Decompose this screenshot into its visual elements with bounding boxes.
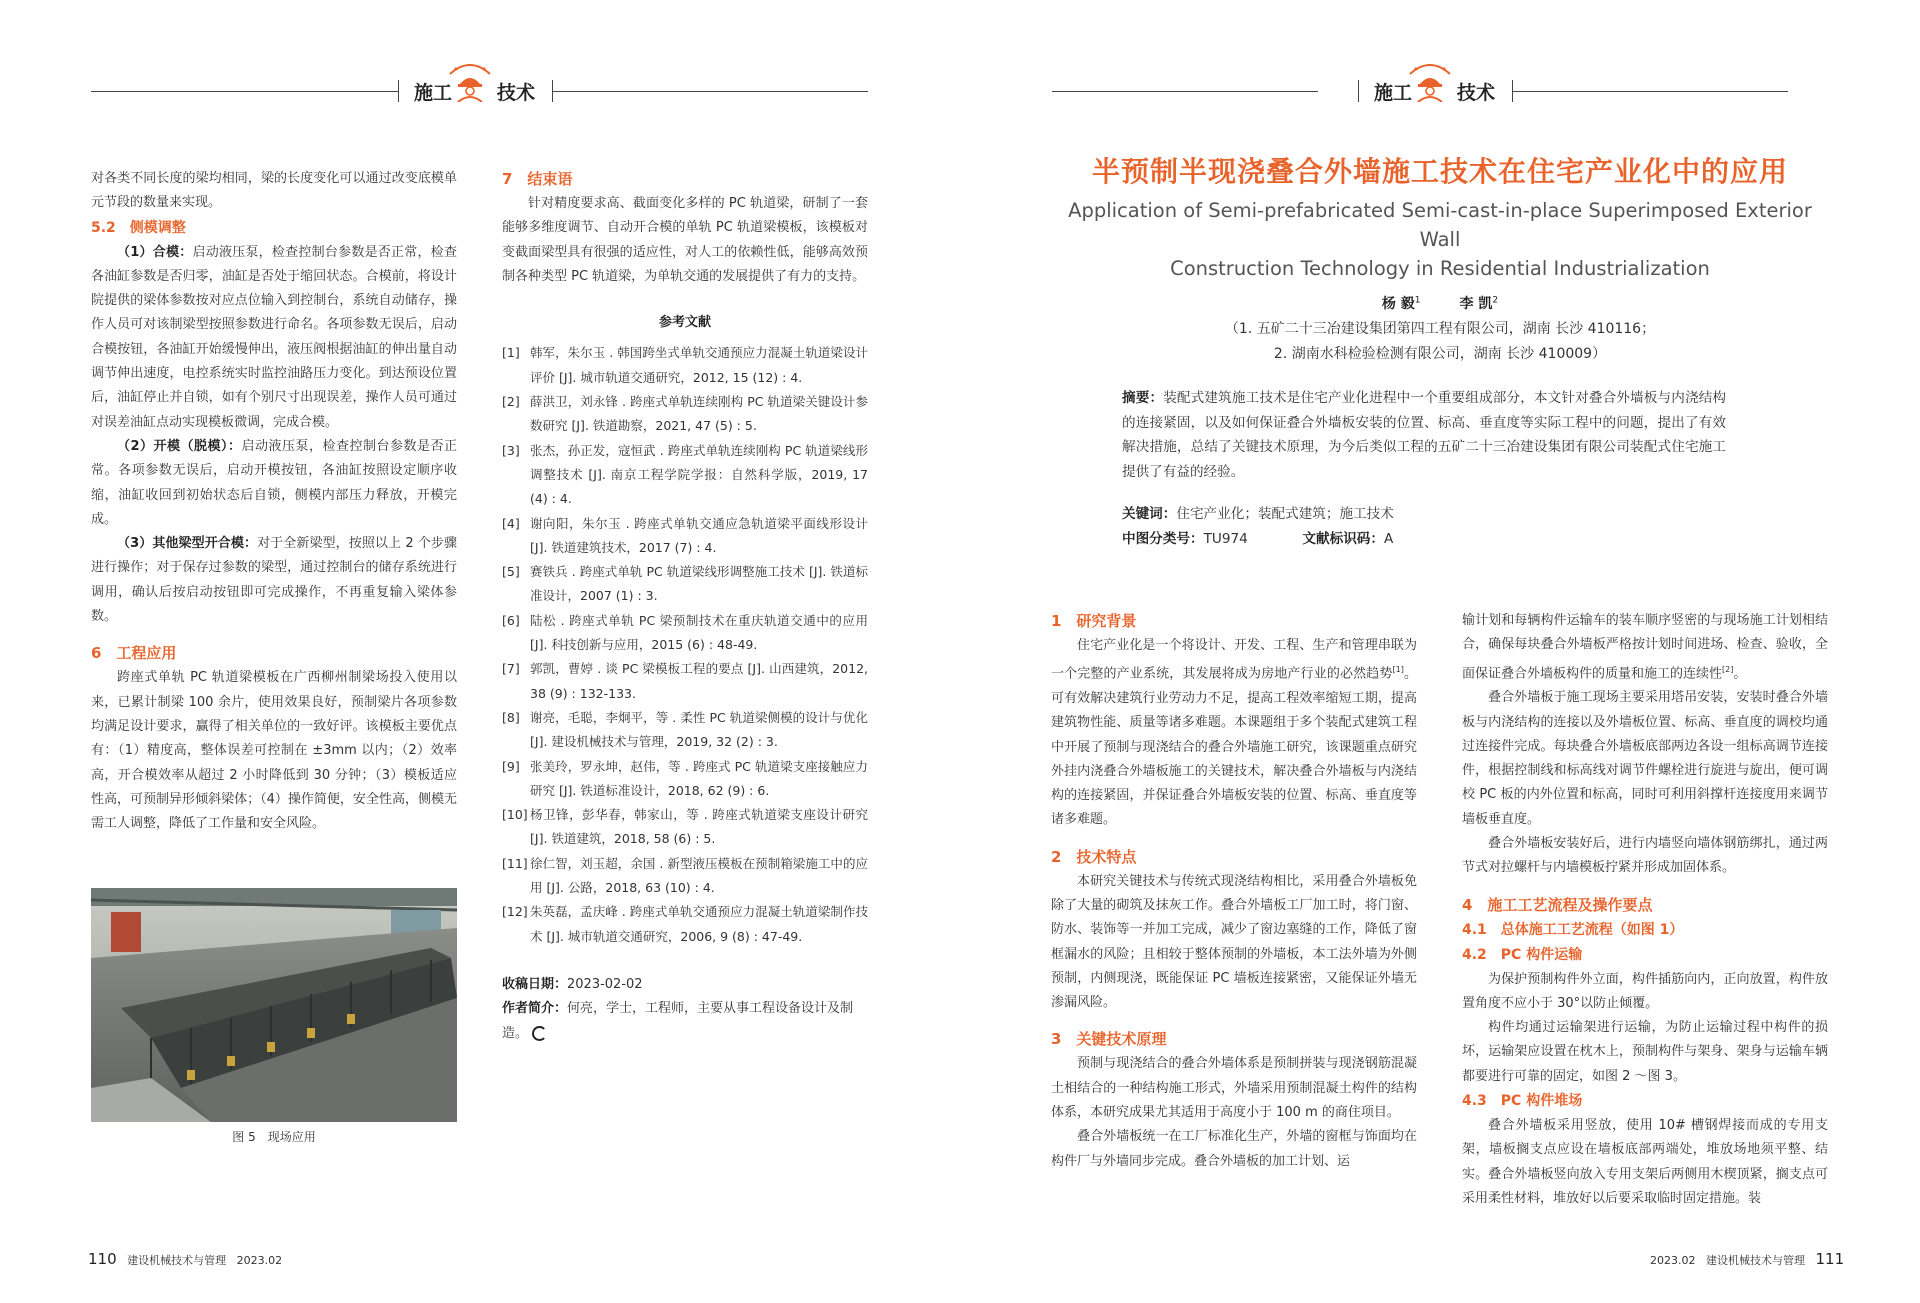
journal-name: 建设机械技术与管理 — [1706, 1254, 1805, 1267]
journal-name: 建设机械技术与管理 — [127, 1254, 227, 1267]
right-column-2 — [1462, 609, 1828, 1211]
reference-item: [11] 徐仁智，刘玉超，余国 . 新型液压模板在预制箱梁施工中的应用 [J]. 公路，2018, 63 (10) : 4. — [502, 855, 868, 896]
paragraph: 住宅产业化是一个将设计、开发、工程、生产和管理串联为一个完整的产业系统，其发展将成为房地产行业的必然趋势[1]。可有效解决建筑行业劳动力不足，提高工程效率缩短工期，提高建筑物性能、质量等诸多难题。本课题组于多个装配式建筑工程中开展了预制与现浇结合的叠合外墙施工研究，该课题重点研究外挂内浇叠合外墙板施工的关键技术，解决叠合外墙板与内浇结构的连接紧固，并保证叠合外墙板安装的位置、标高、垂直度等诸多难题。 — [1051, 638, 1417, 828]
page-number: 111 — [1815, 1250, 1845, 1268]
paragraph: 叠合外墙板安装好后，进行内墙竖向墙体钢筋绑扎，通过两节式对拉螺杆与内墙模板拧紧并形成加固体系。 — [1462, 836, 1828, 876]
reference-item: [1] 韩军，朱尔玉 . 韩国跨坐式单轨交通预应力混凝土轨道梁设计评价 [J]. 城市轨道交通研究，2012, 15 (12) : 4. — [502, 345, 868, 385]
paragraph: （3）其他梁型开合模：对于全新梁型，按照以上 2 个步骤进行操作；对于保存过参数的梁型，通过控制台的储存系统进行调用，确认后按启动按钮即可完成操作，不再重复输入梁体参数。 — [91, 536, 458, 625]
received-date: 收稿日期：2023-02-02 — [502, 976, 643, 992]
section-heading: 2 技术特点 — [1051, 847, 1137, 866]
section-header-logo — [402, 62, 552, 107]
reference-item: [3] 张杰，孙正发，寇恒武 . 跨座式单轨连续刚构 PC 轨道梁线形调整技术 [J]. 南京工程学院学报：自然科学版，2019, 17 (4) : 4. — [502, 442, 868, 507]
paragraph: （2）开模（脱模）：启动液压泵，检查控制台参数是否正常。各项参数无误后，启动开模按钮，各油缸按照设定顺序收缩，油缸收回到初始状态后自锁，侧模内部压力释放，开模完成。 — [91, 438, 457, 527]
reference-item: [6] 陆松 . 跨座式单轨 PC 梁预制技术在重庆轨道交通中的应用 [J]. 科技创新与应用，2015 (6) : 48-49. — [502, 612, 868, 653]
paragraph: 输计划和每辆构件运输车的装车顺序竖密的与现场施工计划相结合，确保每块叠合外墙板严格按计划时间进场、检查、验收，全面保证叠合外墙板构件的质量和施工的连续性[2]。 — [1462, 613, 1828, 681]
left-column-1 — [91, 167, 457, 836]
page-footer-left — [88, 1250, 282, 1268]
header-word-right: 技术 — [497, 82, 536, 104]
paragraph: 叠合外墙板采用竖放，使用 10# 槽钢焊接而成的专用支架，墙板搁支点应设在墙板底部两端处，堆放场地须平整、结实。叠合外墙板竖向放入专用支架后两侧用木楔顶紧，搁支点可采用柔性材料，堆放好以后要采取临时固定措施。装 — [1462, 1118, 1828, 1206]
reference-item: [9] 张美玲，罗永坤，赵伟，等 . 跨座式 PC 轨道梁支座接触应力研究 [J]. 铁道标准设计，2018, 62 (9) : 6. — [502, 758, 868, 798]
reference-item: [2] 薛洪卫，刘永锋 . 跨座式单轨连续刚构 PC 轨道梁关键设计参数研究 [J]. 铁道勘察，2021, 47 (5) : 5. — [502, 394, 868, 434]
issue: 2023.02 — [1650, 1254, 1696, 1267]
header-divider — [1358, 80, 1359, 102]
section-heading: 3 关键技术原理 — [1051, 1030, 1167, 1049]
header-rule-left — [91, 91, 398, 92]
reference-item: [8] 谢亮，毛聪，李炯平，等 . 柔性 PC 轨道梁侧模的设计与优化 [J]. 建设机械技术与管理，2019, 32 (2) : 3. — [502, 709, 868, 750]
paragraph: 预制与现浇结合的叠合外墙体系是预制拼装与现浇钢筋混凝土相结合的一种结构施工形式，外墙采用预制混凝土构件的结构体系，本研究成果尤其适用于高度小于 100 m 的商住项目。 — [1051, 1056, 1417, 1121]
header-word-left: 施工 — [1374, 82, 1413, 104]
section-heading: 5.2 侧模调整 — [91, 219, 186, 236]
end-mark-icon — [532, 1026, 547, 1041]
section-heading: 4 施工工艺流程及操作要点 — [1462, 895, 1653, 914]
header-word-right: 技术 — [1457, 82, 1496, 104]
header-rule-right — [552, 91, 868, 92]
paragraph: 对各类不同长度的梁均相同，梁的长度变化可以通过改变底模单元节段的数量来实现。 — [91, 171, 457, 211]
worker-helmet-icon — [1408, 62, 1452, 102]
paragraph: （1）合模：启动液压泵，检查控制台参数是否正常，检查各油缸参数是否归零，油缸是否处于缩回状态。合模前，将设计院提供的梁体参数按对应点位输入到控制台，系统自动储存，操作人员可对该制梁型按照参数进行命名。各项参数无误后，启动合模按钮，各油缸开始缓慢伸出，液压阀根据油缸的伸出量自动调节伸出速度，电控系统实时监控油路压力变化。到达预设位置后，油缸停止并自锁，如有个别尺寸出现误差，操作人员可通过对误差油缸点动实现模板微调，完成合模。 — [91, 244, 457, 430]
figure-caption: 图 5 现场应用 — [232, 1130, 316, 1144]
affiliations: （1. 五矿二十三冶建设集团第四工程有限公司，湖南 长沙 410116； 2. 湖南水科检验检测有限公司，湖南 长沙 410009） — [1224, 321, 1656, 362]
section-header-logo — [1362, 62, 1512, 107]
header-divider — [398, 80, 399, 102]
section-heading: 6 工程应用 — [91, 644, 177, 663]
author-bio: 作者简介：何亮，学士，工程师，主要从事工程设备设计及制造。 — [502, 1001, 854, 1041]
paragraph: 叠合外墙板统一在工厂标准化生产，外墙的窗框与饰面均在构件厂与外墙同步完成。叠合外墙板的加工计划、运 — [1051, 1129, 1417, 1169]
subsection-heading: 4.3 PC 构件堆场 — [1462, 1093, 1583, 1110]
keywords-block — [1122, 502, 1726, 551]
reference-item: [7] 郭凯，曹婷 . 谈 PC 梁模板工程的要点 [J]. 山西建筑，2012, 38 (9) : 132-133. — [502, 661, 868, 701]
section-heading: 1 研究背景 — [1051, 612, 1137, 630]
header-rule-right — [1512, 91, 1788, 92]
author-list: 杨 毅$^1$ 李 凯$^2$ — [1381, 295, 1499, 312]
classification: 中图分类号：TU974 文献标识码：A — [1122, 530, 1394, 547]
paragraph: 跨座式单轨 PC 轨道梁模板在广西柳州制梁场投入使用以来，已累计制梁 100 余片，使用效果良好，预制梁片各项参数均满足设计要求，赢得了相关单位的一致好评。该模板主要优点有：（1）精度高，整体误差可控制在 ±3mm 以内；（2）效率高，开合模效率从超过 2 小时降低到 30 分钟；（3）模板适应性高，可预制异形倾斜梁体；（4）操作简便，安全性高，侧模无需工人调整，降低了工作量和安全风险。 — [91, 670, 457, 832]
page-number: 110 — [88, 1250, 117, 1268]
reference-item: [12] 朱英磊，孟庆峰 . 跨座式单轨交通预应力混凝土轨道梁制作技术 [J]. 城市轨道交通研究，2006, 9 (8) : 47-49. — [502, 904, 868, 944]
reference-list — [502, 341, 868, 948]
abstract: 摘要：装配式建筑施工技术是住宅产业化进程中一个重要组成部分，本文针对叠合外墙板与内浇结构的连接紧固，以及如何保证叠合外墙板安装的位置、标高、垂直度等实际工程中的问题，提出了有效解决措施，总结了关键技术原理，为今后类似工程的五矿二十三冶建设集团有限公司装配式住宅施工提供了有益的经验。 — [1122, 390, 1727, 480]
paragraph: 构件均通过运输架进行运输，为防止运输过程中构件的损坏，运输架应设置在枕木上，预制构件与架身、架身与运输车辆都要进行可靠的固定，如图 2 ～图 3。 — [1462, 1020, 1828, 1084]
reference-item: [4] 谢向阳，朱尔玉 . 跨座式单轨交通应急轨道梁平面线形设计 [J]. 铁道建筑技术，2017 (7) : 4. — [502, 515, 868, 555]
paragraph: 为保护预制构件外立面，构件插筋向内，正向放置，构件放置角度不应小于 30°以防止倾覆。 — [1462, 971, 1828, 1011]
reference-item: [10] 杨卫锋，彭华春，韩家山，等 . 跨座式轨道梁支座设计研究 [J]. 铁道建筑，2018, 58 (6) : 5. — [502, 807, 868, 847]
paragraph: 针对精度要求高、截面变化多样的 PC 轨道梁，研制了一套能够多维度调节、自动开合模的单轨 PC 轨道梁模板，该模板对变截面梁型具有很强的适应性，对人工的依赖性低，能够高效预制各种类型 PC 轨道梁，为单轨交通的发展提供了有力的支持。 — [502, 196, 868, 284]
references-title: 参考文献 — [658, 315, 711, 331]
subsection-heading: 4.1 总体施工工艺流程（如图 1） — [1462, 921, 1684, 938]
keywords: 关键词：住宅产业化；装配式建筑；施工技术 — [1122, 506, 1394, 522]
paragraph: 叠合外墙板于施工现场主要采用塔吊安装，安装时叠合外墙板与内浇结构的连接以及外墙板位置、标高、垂直度的调校均通过连接件完成。每块叠合外墙板底部两边各设一组标高调节连接件，根据控制线和标高线对调节件螺栓进行旋进与旋出，便可调校 PC 板的内外位置和标高，同时可利用斜撑杆连接度用来调节墙板垂直度。 — [1462, 690, 1828, 827]
right-column-1 — [1051, 609, 1417, 1174]
left-column-2 — [502, 167, 868, 1046]
right-page — [960, 0, 1920, 1303]
site-application-photo — [91, 888, 457, 1122]
header-word-left: 施工 — [414, 82, 453, 104]
reference-item: [5] 赛铁兵 . 跨座式单轨 PC 轨道梁线形调整施工技术 [J]. 铁道标准设计，2007 (1) : 3. — [502, 564, 868, 604]
worker-helmet-icon — [448, 62, 492, 102]
subsection-heading: 4.2 PC 构件运输 — [1462, 946, 1583, 963]
header-rule-left — [1052, 91, 1318, 92]
paragraph: 本研究关键技术与传统式现浇结构相比，采用叠合外墙板免除了大量的砌筑及抹灰工作。叠合外墙板工厂加工时，将门窗、防水、装饰等一并加工完成，减少了窗边塞缝的工作，降低了窗框漏水的风险；且相较于整体预制的外墙板，本工法外墙为外侧预制，内侧现浇，既能保证 PC 墙板连接紧密，又能保证外墙无渗漏风险。 — [1051, 873, 1417, 1011]
issue: 2023.02 — [236, 1254, 283, 1267]
article-title-en: Application of Semi-prefabricated Semi-cast-in-place Superimposed Exterior Wall Construction Technology in Residential Industrialization — [1068, 199, 1812, 280]
article-title-cn: 半预制半现浇叠合外墙施工技术在住宅产业化中的应用 — [1091, 155, 1788, 188]
page-footer-right — [1650, 1250, 1844, 1268]
section-heading: 7 结束语 — [502, 170, 573, 188]
